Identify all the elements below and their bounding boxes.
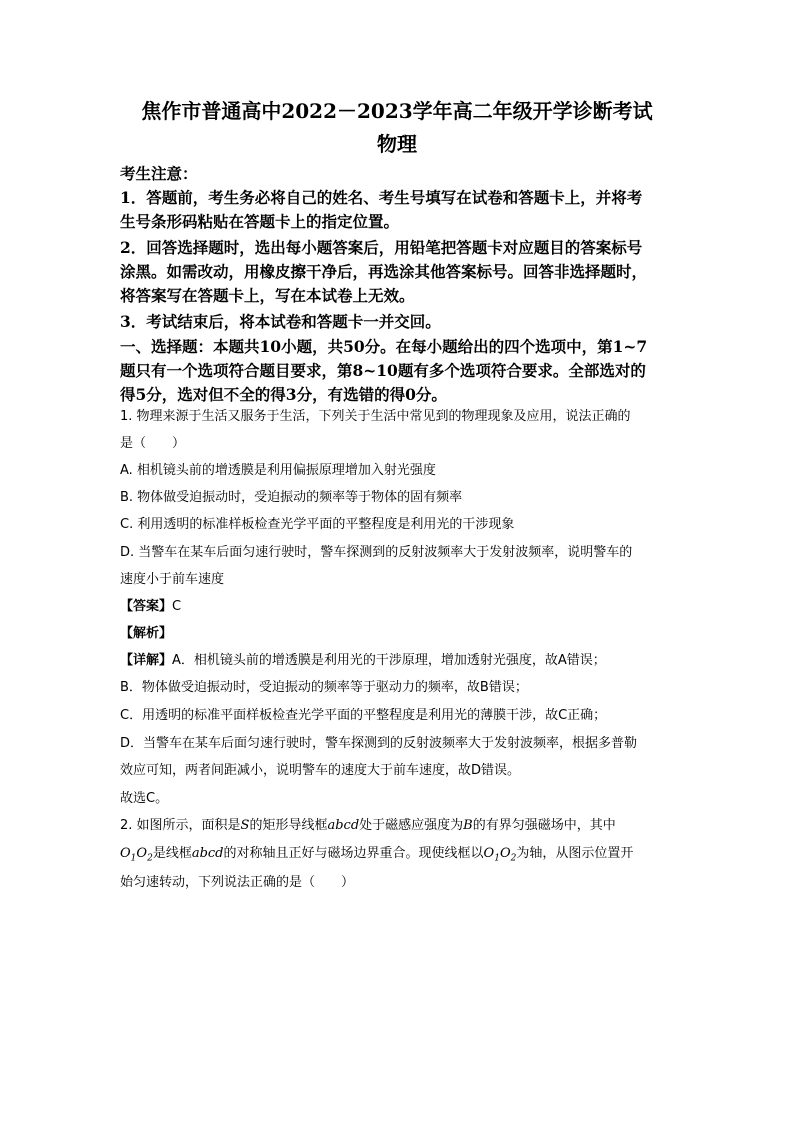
q2-stem-line-1 [120, 815, 680, 837]
q1-detail-d-line-1: D．当警车在某车后面匀速行驶时，警车探测到的反射波频率大于发射波频率，根据多普勒 [120, 736, 638, 751]
q2-text: 为轴，从图示位置开 [516, 846, 634, 861]
section-1-line-2: 题只有一个选项符合题目要求，第8~10题有多个选项符合要求。全部选对的 [120, 361, 646, 380]
q1-option-b: B. 物体做受迫振动时，受迫振动的频率等于物体的固有频率 [120, 490, 463, 505]
axis-symbol [483, 846, 517, 864]
q1-stem-line-1: 1. 物理来源于生活又服务于生活，下列关于生活中常见到的物理现象及应用，说法正确的 [120, 409, 631, 424]
q1-option-d-line-2: 速度小于前车速度 [120, 572, 225, 587]
q2-text: 2. 如图所示，面积是 [120, 818, 241, 833]
notice-item-1-line-2: 生号条形码粘贴在答题卡上的指定位置。 [120, 212, 400, 231]
axis-sub: 2 [510, 853, 517, 864]
axis-sub: 1 [130, 853, 137, 864]
q1-stem-line-2: 是（ ） [120, 436, 186, 451]
q1-detail-c: C．用透明的标准平面样板检查光学平面的平整程度是利用光的薄膜干涉，故C正确； [120, 708, 607, 723]
subject-title: 物理 [377, 132, 417, 156]
axis-symbol [120, 846, 153, 864]
q1-detail-b: B．物体做受迫振动时，受迫振动的频率等于驱动力的频率，故B错误； [120, 680, 528, 695]
axis-sub: 1 [494, 853, 500, 864]
section-1-line-3: 得5分，选对但不全的得3分，有选错的得0分。 [120, 385, 447, 404]
axis-letter: O [499, 846, 511, 861]
notice-item-1-line-1: 1．答题前，考生务必将自己的姓名、考生号填写在试卷和答题卡上，并将考 [120, 188, 643, 207]
axis-sub: 2 [147, 853, 153, 864]
q2-text: 是线框 [152, 846, 192, 861]
notice-item-2-line-1: 2．回答选择题时，选出每小题答案后，用铅笔把答题卡对应题目的答案标号 [120, 238, 643, 257]
q2-text: 的有界匀强磁场中，其中 [472, 818, 616, 833]
answer-value: C [172, 599, 182, 614]
field-symbol: B [463, 818, 473, 833]
notice-item-2-line-3: 将答案写在答题卡上，写在本试卷上无效。 [120, 286, 415, 305]
q2-stem-line-3: 始匀速转动，下列说法正确的是（ ） [120, 875, 355, 890]
frame-label: abcd [191, 846, 224, 861]
notice-heading: 考生注意： [120, 164, 198, 183]
q2-text: 的对称轴且正好与磁场边界重合。现使线框以 [223, 846, 484, 861]
axis-letter: O [120, 846, 131, 861]
detail-a-text: A．相机镜头前的增透膜是利用光的干涉原理，增加透射光强度，故A错误； [172, 653, 606, 668]
q1-analysis-heading [120, 623, 680, 645]
analysis-tag: 【解析】 [120, 626, 173, 641]
area-symbol: S [240, 818, 250, 833]
q1-option-a: A. 相机镜头前的增透膜是利用偏振原理增加入射光强度 [120, 463, 436, 478]
answer-tag: 【答案】 [120, 599, 173, 614]
q2-text: 处于磁感应强度为 [359, 818, 464, 833]
section-1-line-1: 一、选择题：本题共10小题，共50分。在每小题给出的四个选项中，第1~7 [120, 337, 648, 356]
axis-letter: O [483, 846, 495, 861]
exam-title: 焦作市普通高中2022－2023学年高二年级开学诊断考试 [141, 99, 653, 123]
notice-item-3: 3．考试结束后，将本试卷和答题卡一并交回。 [120, 312, 441, 331]
q1-option-c: C. 利用透明的标准样板检查光学平面的平整程度是利用光的干涉现象 [120, 517, 515, 532]
notice-item-2-line-2: 涂黑。如需改动，用橡皮擦干净后，再选涂其他答案标号。回答非选择题时， [120, 262, 648, 281]
q1-conclusion: 故选C。 [120, 791, 169, 806]
q1-answer [120, 596, 680, 618]
q1-option-d-line-1: D. 当警车在某车后面匀速行驶时，警车探测到的反射波频率大于发射波频率，说明警车的 [120, 545, 633, 560]
q1-detail-d-line-2: 效应可知，两者间距减小，说明警车的速度大于前车速度，故D错误。 [120, 763, 521, 778]
detail-tag: 【详解】 [120, 653, 173, 668]
axis-letter: O [136, 846, 148, 861]
q2-stem-line-2 [120, 843, 680, 870]
frame-label: abcd [327, 818, 360, 833]
q2-text: 的矩形导线框 [249, 818, 328, 833]
q1-detail-a [120, 650, 680, 672]
